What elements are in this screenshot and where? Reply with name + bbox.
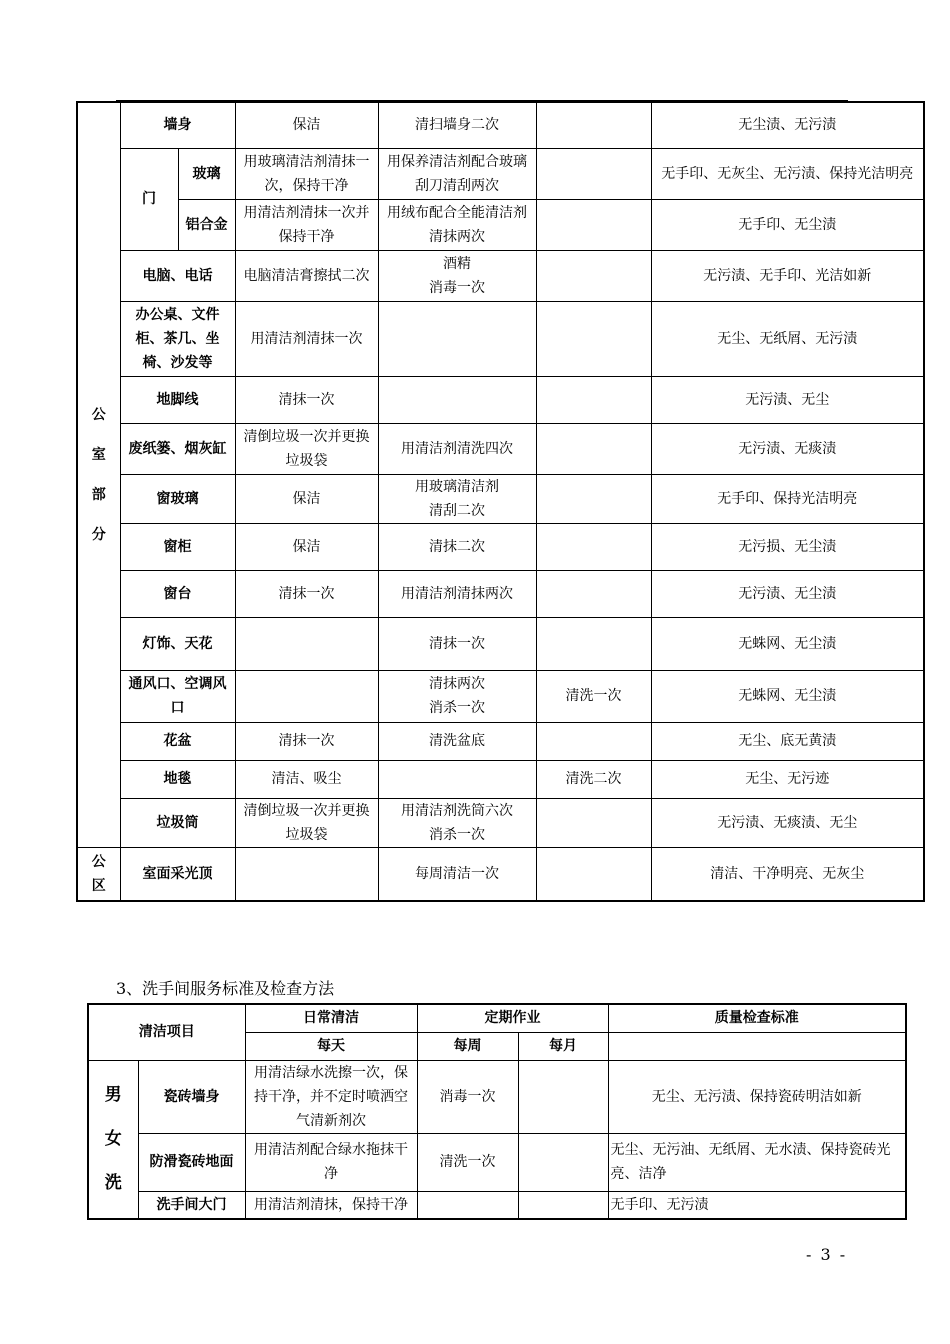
monthly-cell: 清洗一次 — [536, 670, 651, 722]
weekly-cell: 用清洁剂洗筒六次 消杀一次 — [378, 798, 536, 847]
weekly-cell: 清抹二次 — [378, 523, 536, 570]
daily-cell: 用清洁绿水洗擦一次，保持干净，并不定时喷洒空气清新剂次 — [245, 1060, 417, 1133]
standard-cell: 无尘、无污迹 — [651, 760, 924, 798]
standard-cell: 无尘渍、无污渍 — [651, 102, 924, 148]
standard-cell: 无污渍、无痰渍、无尘 — [651, 798, 924, 847]
item-cell: 花盆 — [120, 722, 235, 760]
monthly-cell: 清洗二次 — [536, 760, 651, 798]
item-cell: 废纸篓、烟灰缸 — [120, 423, 235, 474]
monthly-cell — [536, 148, 651, 199]
daily-cell: 保洁 — [235, 523, 378, 570]
section-restroom-label: 男 女 洗 — [88, 1060, 138, 1219]
item-cell: 防滑瓷砖地面 — [138, 1133, 245, 1191]
weekly-cell: 酒精 消毒一次 — [378, 250, 536, 301]
monthly-cell — [536, 199, 651, 250]
monthly-cell — [536, 474, 651, 523]
item-cell: 窗柜 — [120, 523, 235, 570]
header-empty — [608, 1032, 906, 1060]
header-periodic: 定期作业 — [417, 1004, 608, 1032]
weekly-cell: 清洗盆底 — [378, 722, 536, 760]
item-cell: 地脚线 — [120, 376, 235, 423]
weekly-cell: 每周清洁一次 — [378, 847, 536, 901]
monthly-cell — [536, 847, 651, 901]
standard-cell: 无手印、无污渍 — [608, 1191, 906, 1219]
weekly-cell: 用绒布配合全能清洁剂清抹两次 — [378, 199, 536, 250]
monthly-cell — [536, 570, 651, 617]
weekly-cell: 消毒一次 — [417, 1060, 518, 1133]
page-number: - 3 - — [806, 1245, 848, 1264]
standard-cell: 无尘、底无黄渍 — [651, 722, 924, 760]
daily-cell: 清抹一次 — [235, 570, 378, 617]
item-cell: 瓷砖墙身 — [138, 1060, 245, 1133]
standard-cell: 无污渍、无痰渍 — [651, 423, 924, 474]
header-every-month: 每月 — [518, 1032, 608, 1060]
standard-cell: 无手印、无灰尘、无污渍、保持光洁明亮 — [651, 148, 924, 199]
daily-cell: 清抹一次 — [235, 376, 378, 423]
item-cell: 墙身 — [120, 102, 235, 148]
item-cell: 地毯 — [120, 760, 235, 798]
standard-cell: 无污渍、无尘 — [651, 376, 924, 423]
restroom-cleaning-table — [87, 1003, 907, 1220]
monthly-cell — [536, 102, 651, 148]
weekly-cell — [378, 376, 536, 423]
item-cell: 门 — [120, 148, 178, 250]
monthly-cell — [518, 1060, 608, 1133]
weekly-cell: 清洗一次 — [417, 1133, 518, 1191]
header-clean-item: 清洁项目 — [88, 1004, 245, 1060]
daily-cell: 电脑清洁膏擦拭二次 — [235, 250, 378, 301]
standard-cell: 无尘、无纸屑、无污渍 — [651, 301, 924, 376]
monthly-cell — [536, 250, 651, 301]
item-cell: 办公桌、文件柜、茶几、坐椅、沙发等 — [120, 301, 235, 376]
standard-cell: 无尘、无污油、无纸屑、无水渍、保持瓷砖光亮、洁净 — [608, 1133, 906, 1191]
weekly-cell: 清抹一次 — [378, 617, 536, 670]
section-office-label: 公 室 部 分 — [77, 102, 120, 847]
item-cell: 垃圾筒 — [120, 798, 235, 847]
sub-item-cell: 铝合金 — [178, 199, 235, 250]
daily-cell: 保洁 — [235, 474, 378, 523]
header-standard: 质量检查标准 — [608, 1004, 906, 1032]
monthly-cell — [536, 523, 651, 570]
standard-cell: 无手印、保持光洁明亮 — [651, 474, 924, 523]
weekly-cell: 用保养清洁剂配合玻璃刮刀清刮两次 — [378, 148, 536, 199]
header-daily: 日常清洁 — [245, 1004, 417, 1032]
daily-cell: 用玻璃清洁剂清抹一次，保持干净 — [235, 148, 378, 199]
header-every-day: 每天 — [245, 1032, 417, 1060]
standard-cell: 无污渍、无手印、光洁如新 — [651, 250, 924, 301]
monthly-cell — [518, 1133, 608, 1191]
weekly-cell: 清扫墙身二次 — [378, 102, 536, 148]
monthly-cell — [536, 423, 651, 474]
daily-cell: 保洁 — [235, 102, 378, 148]
daily-cell: 清抹一次 — [235, 722, 378, 760]
monthly-cell — [536, 301, 651, 376]
weekly-cell — [378, 301, 536, 376]
standard-cell: 无手印、无尘渍 — [651, 199, 924, 250]
monthly-cell — [536, 798, 651, 847]
daily-cell: 清倒垃圾一次并更换垃圾袋 — [235, 423, 378, 474]
daily-cell — [235, 670, 378, 722]
item-cell: 电脑、电话 — [120, 250, 235, 301]
monthly-cell — [536, 722, 651, 760]
weekly-cell: 用玻璃清洁剂 清刮二次 — [378, 474, 536, 523]
item-cell: 洗手间大门 — [138, 1191, 245, 1219]
item-cell: 通风口、空调风口 — [120, 670, 235, 722]
daily-cell: 用清洁剂配合绿水拖抹干净 — [245, 1133, 417, 1191]
item-cell: 灯饰、天花 — [120, 617, 235, 670]
daily-cell: 清洁、吸尘 — [235, 760, 378, 798]
monthly-cell — [536, 376, 651, 423]
weekly-cell: 用清洁剂清抹两次 — [378, 570, 536, 617]
section-public-label: 公 区 — [77, 847, 120, 901]
weekly-cell: 用清洁剂清洗四次 — [378, 423, 536, 474]
section-3-title: 3、洗手间服务标准及检查方法 — [116, 979, 335, 998]
daily-cell: 清倒垃圾一次并更换垃圾袋 — [235, 798, 378, 847]
monthly-cell — [536, 617, 651, 670]
standard-cell: 无尘、无污渍、保持瓷砖明洁如新 — [608, 1060, 906, 1133]
daily-cell: 用清洁剂清抹一次并保持干净 — [235, 199, 378, 250]
standard-cell: 无蛛网、无尘渍 — [651, 617, 924, 670]
weekly-cell: 清抹两次 消杀一次 — [378, 670, 536, 722]
standard-cell: 清洁、干净明亮、无灰尘 — [651, 847, 924, 901]
daily-cell: 用清洁剂清抹一次 — [235, 301, 378, 376]
monthly-cell — [518, 1191, 608, 1219]
header-every-week: 每周 — [417, 1032, 518, 1060]
item-cell: 室面采光顶 — [120, 847, 235, 901]
daily-cell — [235, 847, 378, 901]
daily-cell — [235, 617, 378, 670]
standard-cell: 无污损、无尘渍 — [651, 523, 924, 570]
weekly-cell — [378, 760, 536, 798]
office-cleaning-table — [76, 101, 925, 902]
weekly-cell — [417, 1191, 518, 1219]
item-cell: 窗玻璃 — [120, 474, 235, 523]
standard-cell: 无蛛网、无尘渍 — [651, 670, 924, 722]
daily-cell: 用清洁剂清抹，保持干净 — [245, 1191, 417, 1219]
item-cell: 窗台 — [120, 570, 235, 617]
sub-item-cell: 玻璃 — [178, 148, 235, 199]
standard-cell: 无污渍、无尘渍 — [651, 570, 924, 617]
